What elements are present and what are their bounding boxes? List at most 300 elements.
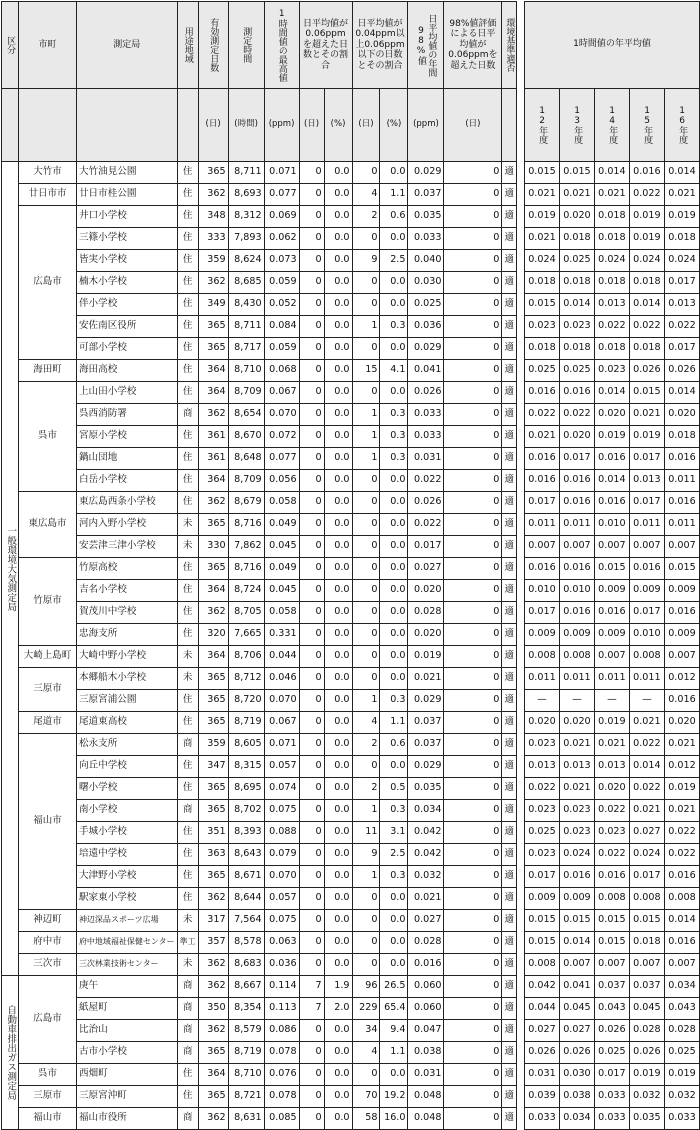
- value-cell: 365: [198, 712, 228, 734]
- usage-cell: 商: [177, 976, 198, 998]
- annual-avg-cell: 0.015: [524, 162, 559, 184]
- column-spacer: [516, 646, 524, 668]
- value-cell: 0.0: [380, 932, 408, 954]
- usage-cell: 住: [177, 250, 198, 272]
- value-cell: 0: [299, 360, 324, 382]
- standard-cell: 適: [502, 492, 517, 514]
- column-spacer: [516, 448, 524, 470]
- annual-avg-cell: 0.033: [594, 1108, 629, 1130]
- value-cell: 0: [352, 624, 380, 646]
- value-cell: 0.059: [264, 272, 299, 294]
- value-cell: 0.040: [408, 250, 444, 272]
- value-cell: 365: [198, 338, 228, 360]
- standard-cell: 適: [502, 228, 517, 250]
- station-cell: 府中地域福祉保健センター: [76, 932, 177, 954]
- value-cell: 0.0: [324, 426, 352, 448]
- value-cell: 0.0: [324, 1064, 352, 1086]
- value-cell: 0.029: [408, 162, 444, 184]
- value-cell: 8,578: [228, 932, 264, 954]
- air-quality-table-container: [1, 1, 700, 1130]
- value-cell: 0: [352, 492, 380, 514]
- value-cell: 0: [299, 184, 324, 206]
- standard-cell: 適: [502, 162, 517, 184]
- value-cell: 0: [299, 382, 324, 404]
- value-cell: 0.0: [324, 668, 352, 690]
- value-cell: 0.0: [380, 228, 408, 250]
- annual-avg-cell: 0.027: [629, 822, 664, 844]
- unit-days-over: (日): [299, 89, 324, 162]
- station-cell: 向丘中学校: [76, 756, 177, 778]
- value-cell: 0: [352, 580, 380, 602]
- annual-avg-cell: 0.018: [559, 228, 594, 250]
- table-row: [2, 888, 700, 910]
- annual-avg-cell: 0.021: [664, 184, 699, 206]
- value-cell: 0: [444, 294, 502, 316]
- station-cell: 海田高校: [76, 360, 177, 382]
- value-cell: 0.026: [408, 492, 444, 514]
- value-cell: 0.075: [264, 800, 299, 822]
- value-cell: 0.027: [408, 910, 444, 932]
- annual-avg-cell: 0.007: [629, 536, 664, 558]
- annual-avg-cell: 0.014: [594, 162, 629, 184]
- usage-cell: 住: [177, 294, 198, 316]
- annual-avg-cell: 0.021: [559, 734, 594, 756]
- value-cell: 0.0: [380, 910, 408, 932]
- annual-avg-cell: 0.027: [524, 1020, 559, 1042]
- station-cell: 安佐南区役所: [76, 316, 177, 338]
- value-cell: 0.052: [264, 294, 299, 316]
- value-cell: 0.085: [264, 1108, 299, 1130]
- value-cell: 1: [352, 316, 380, 338]
- value-cell: 0: [299, 1042, 324, 1064]
- value-cell: 365: [198, 800, 228, 822]
- header-annual-98: 日平均値の年間98%値: [408, 2, 444, 89]
- value-cell: 0: [299, 844, 324, 866]
- value-cell: 0.0: [324, 250, 352, 272]
- value-cell: 349: [198, 294, 228, 316]
- value-cell: 0: [444, 404, 502, 426]
- header-year-12: 12年度: [524, 89, 559, 162]
- usage-cell: 住: [177, 162, 198, 184]
- value-cell: 229: [352, 998, 380, 1020]
- table-row: [2, 1086, 700, 1108]
- value-cell: 19.2: [380, 1086, 408, 1108]
- station-cell: 井口小学校: [76, 206, 177, 228]
- annual-avg-cell: 0.018: [594, 272, 629, 294]
- value-cell: 0.0: [324, 228, 352, 250]
- value-cell: 0.076: [264, 1064, 299, 1086]
- annual-avg-cell: 0.011: [594, 668, 629, 690]
- annual-avg-cell: 0.033: [524, 1108, 559, 1130]
- value-cell: 0: [299, 536, 324, 558]
- value-cell: 362: [198, 404, 228, 426]
- value-cell: 0.0: [324, 624, 352, 646]
- annual-avg-cell: —: [524, 690, 559, 712]
- standard-cell: 適: [502, 602, 517, 624]
- table-row: [2, 844, 700, 866]
- value-cell: 8,679: [228, 492, 264, 514]
- value-cell: 7: [299, 998, 324, 1020]
- annual-avg-cell: 0.043: [594, 998, 629, 1020]
- annual-avg-cell: 0.011: [559, 514, 594, 536]
- header-max-hourly: 1時間値の最高値: [264, 2, 299, 89]
- value-cell: 8,312: [228, 206, 264, 228]
- value-cell: 0.0: [324, 558, 352, 580]
- annual-avg-cell: 0.018: [559, 338, 594, 360]
- usage-cell: 商: [177, 1020, 198, 1042]
- annual-avg-cell: 0.017: [629, 492, 664, 514]
- header-year-16: 16年度: [664, 89, 699, 162]
- annual-avg-cell: 0.019: [629, 1064, 664, 1086]
- value-cell: 0.0: [380, 756, 408, 778]
- value-cell: 8,720: [228, 690, 264, 712]
- value-cell: 0.056: [264, 470, 299, 492]
- value-cell: 0.0: [324, 602, 352, 624]
- value-cell: 8,702: [228, 800, 264, 822]
- value-cell: 0: [352, 954, 380, 976]
- value-cell: 8,712: [228, 668, 264, 690]
- annual-avg-cell: 0.019: [664, 206, 699, 228]
- value-cell: 8,354: [228, 998, 264, 1020]
- standard-cell: 適: [502, 426, 517, 448]
- unit-days: (日): [198, 89, 228, 162]
- usage-cell: 商: [177, 404, 198, 426]
- value-cell: 0: [299, 514, 324, 536]
- value-cell: 364: [198, 1064, 228, 1086]
- city-cell: 大竹市: [18, 162, 76, 184]
- annual-avg-cell: 0.020: [664, 712, 699, 734]
- value-cell: 7,862: [228, 536, 264, 558]
- standard-cell: 適: [502, 514, 517, 536]
- value-cell: 0.042: [408, 844, 444, 866]
- annual-avg-cell: 0.032: [664, 1086, 699, 1108]
- column-spacer: [516, 316, 524, 338]
- value-cell: 0: [444, 910, 502, 932]
- value-cell: 0.0: [324, 1042, 352, 1064]
- value-cell: 0.0: [324, 492, 352, 514]
- annual-avg-cell: 0.015: [594, 910, 629, 932]
- column-spacer: [516, 976, 524, 998]
- table-row: [2, 646, 700, 668]
- value-cell: 365: [198, 558, 228, 580]
- value-cell: 0: [352, 294, 380, 316]
- value-cell: 8,624: [228, 250, 264, 272]
- annual-avg-cell: 0.022: [664, 822, 699, 844]
- value-cell: 0.029: [408, 690, 444, 712]
- value-cell: 0: [352, 272, 380, 294]
- table-row: [2, 712, 700, 734]
- annual-avg-cell: 0.007: [559, 954, 594, 976]
- value-cell: 0: [299, 448, 324, 470]
- annual-avg-cell: 0.009: [559, 888, 594, 910]
- city-cell: 神辺町: [18, 910, 76, 932]
- value-cell: 0: [299, 404, 324, 426]
- value-cell: 0.041: [408, 360, 444, 382]
- value-cell: 0: [352, 228, 380, 250]
- value-cell: 0.071: [264, 734, 299, 756]
- annual-avg-cell: 0.017: [629, 448, 664, 470]
- value-cell: 0: [352, 646, 380, 668]
- unit-blank-district: [2, 89, 19, 162]
- annual-avg-cell: 0.016: [664, 492, 699, 514]
- value-cell: 0: [299, 778, 324, 800]
- value-cell: 0.0: [324, 646, 352, 668]
- annual-avg-cell: 0.009: [594, 624, 629, 646]
- station-cell: 手城小学校: [76, 822, 177, 844]
- annual-avg-cell: 0.024: [594, 250, 629, 272]
- annual-avg-cell: 0.025: [664, 1042, 699, 1064]
- annual-avg-cell: 0.007: [629, 954, 664, 976]
- value-cell: 0.3: [380, 800, 408, 822]
- usage-cell: 住: [177, 602, 198, 624]
- table-row: [2, 690, 700, 712]
- station-cell: 三原宮浦公園: [76, 690, 177, 712]
- value-cell: 0: [352, 602, 380, 624]
- unit-percent-between: (%): [380, 89, 408, 162]
- annual-avg-cell: 0.015: [594, 558, 629, 580]
- unit-blank-usage: [177, 89, 198, 162]
- header-usage: 用途地域: [177, 2, 198, 89]
- value-cell: 330: [198, 536, 228, 558]
- section-label: 自動車排出ガス測定局: [2, 976, 19, 1130]
- value-cell: 0.071: [264, 162, 299, 184]
- standard-cell: 適: [502, 976, 517, 998]
- annual-avg-cell: 0.011: [664, 514, 699, 536]
- standard-cell: 適: [502, 1108, 517, 1130]
- value-cell: 9.4: [380, 1020, 408, 1042]
- annual-avg-cell: 0.014: [559, 294, 594, 316]
- value-cell: 0: [444, 734, 502, 756]
- annual-avg-cell: 0.015: [524, 910, 559, 932]
- annual-avg-cell: 0.018: [594, 206, 629, 228]
- value-cell: 0: [352, 888, 380, 910]
- value-cell: 0: [444, 316, 502, 338]
- station-cell: 安芸津三津小学校: [76, 536, 177, 558]
- annual-avg-cell: 0.008: [629, 888, 664, 910]
- value-cell: 365: [198, 690, 228, 712]
- value-cell: 333: [198, 228, 228, 250]
- value-cell: 0: [444, 580, 502, 602]
- annual-avg-cell: 0.025: [594, 1042, 629, 1064]
- value-cell: 16.0: [380, 1108, 408, 1130]
- value-cell: 0: [444, 228, 502, 250]
- annual-avg-cell: 0.016: [559, 382, 594, 404]
- value-cell: 0.0: [380, 470, 408, 492]
- value-cell: 0.021: [408, 668, 444, 690]
- header-year-13: 13年度: [559, 89, 594, 162]
- station-cell: 培遠中学校: [76, 844, 177, 866]
- standard-cell: 適: [502, 800, 517, 822]
- annual-avg-cell: 0.014: [664, 382, 699, 404]
- standard-cell: 適: [502, 888, 517, 910]
- annual-avg-cell: 0.015: [664, 558, 699, 580]
- value-cell: 7,564: [228, 910, 264, 932]
- usage-cell: 未: [177, 536, 198, 558]
- value-cell: 0.073: [264, 250, 299, 272]
- value-cell: 8,709: [228, 382, 264, 404]
- annual-avg-cell: 0.021: [629, 712, 664, 734]
- table-row: [2, 822, 700, 844]
- value-cell: 26.5: [380, 976, 408, 998]
- annual-avg-cell: 0.010: [629, 624, 664, 646]
- value-cell: 0.3: [380, 404, 408, 426]
- value-cell: 0.3: [380, 690, 408, 712]
- value-cell: 0.0: [324, 162, 352, 184]
- value-cell: 0.031: [408, 1064, 444, 1086]
- table-row: [2, 866, 700, 888]
- value-cell: 365: [198, 514, 228, 536]
- value-cell: 359: [198, 734, 228, 756]
- value-cell: 0.0: [380, 558, 408, 580]
- annual-avg-cell: 0.016: [559, 470, 594, 492]
- value-cell: 0.0: [324, 580, 352, 602]
- usage-cell: 住: [177, 866, 198, 888]
- value-cell: 0.0: [324, 448, 352, 470]
- station-cell: 尾道東高校: [76, 712, 177, 734]
- value-cell: 9: [352, 844, 380, 866]
- value-cell: 2.5: [380, 844, 408, 866]
- annual-avg-cell: 0.026: [524, 1042, 559, 1064]
- station-cell: 紙屋町: [76, 998, 177, 1020]
- annual-avg-cell: 0.019: [629, 228, 664, 250]
- standard-cell: 適: [502, 382, 517, 404]
- usage-cell: 未: [177, 514, 198, 536]
- value-cell: 8,685: [228, 272, 264, 294]
- annual-avg-cell: 0.007: [594, 954, 629, 976]
- standard-cell: 適: [502, 1086, 517, 1108]
- value-cell: 0.020: [408, 580, 444, 602]
- value-cell: 0: [444, 1042, 502, 1064]
- annual-avg-cell: 0.011: [664, 470, 699, 492]
- annual-avg-cell: 0.015: [524, 932, 559, 954]
- value-cell: 1.9: [324, 976, 352, 998]
- value-cell: 0.0: [380, 382, 408, 404]
- station-cell: 大崎中野小学校: [76, 646, 177, 668]
- header-district: 区分: [2, 2, 19, 89]
- standard-cell: 適: [502, 646, 517, 668]
- value-cell: 0.0: [324, 360, 352, 382]
- annual-avg-cell: 0.042: [524, 976, 559, 998]
- value-cell: 0.0: [324, 844, 352, 866]
- city-cell: 尾道市: [18, 712, 76, 734]
- table-header: [2, 2, 700, 162]
- value-cell: 4: [352, 712, 380, 734]
- usage-cell: 住: [177, 756, 198, 778]
- value-cell: 2.0: [324, 998, 352, 1020]
- value-cell: 0.037: [408, 734, 444, 756]
- annual-avg-cell: 0.012: [664, 756, 699, 778]
- usage-cell: 住: [177, 1086, 198, 1108]
- annual-avg-cell: 0.016: [629, 162, 664, 184]
- value-cell: 0.3: [380, 316, 408, 338]
- column-spacer: [516, 602, 524, 624]
- table-row: [2, 184, 700, 206]
- usage-cell: 商: [177, 1042, 198, 1064]
- value-cell: 8,667: [228, 976, 264, 998]
- value-cell: 365: [198, 668, 228, 690]
- value-cell: 0: [299, 954, 324, 976]
- value-cell: 0: [444, 558, 502, 580]
- value-cell: 0: [299, 338, 324, 360]
- value-cell: 0.0: [324, 800, 352, 822]
- column-spacer: [516, 910, 524, 932]
- value-cell: 8,716: [228, 514, 264, 536]
- value-cell: 0.070: [264, 690, 299, 712]
- value-cell: 0: [299, 932, 324, 954]
- value-cell: 364: [198, 470, 228, 492]
- station-cell: 三次林業技術センター: [76, 954, 177, 976]
- table-row: [2, 734, 700, 756]
- value-cell: 8,711: [228, 316, 264, 338]
- value-cell: 362: [198, 1108, 228, 1130]
- value-cell: 0: [299, 888, 324, 910]
- value-cell: 0: [444, 800, 502, 822]
- annual-avg-cell: 0.015: [629, 382, 664, 404]
- table-row: [2, 382, 700, 404]
- annual-avg-cell: 0.016: [559, 558, 594, 580]
- value-cell: 0.022: [408, 514, 444, 536]
- column-spacer: [516, 250, 524, 272]
- annual-avg-cell: 0.016: [559, 866, 594, 888]
- value-cell: 0: [299, 602, 324, 624]
- value-cell: 0: [444, 250, 502, 272]
- annual-avg-cell: 0.016: [594, 602, 629, 624]
- annual-avg-cell: 0.023: [524, 844, 559, 866]
- usage-cell: 商: [177, 998, 198, 1020]
- city-cell: 府中市: [18, 932, 76, 954]
- annual-avg-cell: 0.013: [664, 294, 699, 316]
- usage-cell: 未: [177, 910, 198, 932]
- value-cell: 362: [198, 492, 228, 514]
- standard-cell: 適: [502, 470, 517, 492]
- value-cell: 0: [444, 470, 502, 492]
- usage-cell: 住: [177, 492, 198, 514]
- value-cell: 0: [299, 756, 324, 778]
- standard-cell: 適: [502, 844, 517, 866]
- value-cell: 0.3: [380, 448, 408, 470]
- usage-cell: 住: [177, 580, 198, 602]
- value-cell: 0.077: [264, 448, 299, 470]
- station-cell: 賀茂川中学校: [76, 602, 177, 624]
- value-cell: 0.0: [324, 272, 352, 294]
- annual-avg-cell: 0.022: [559, 404, 594, 426]
- annual-avg-cell: 0.034: [664, 976, 699, 998]
- value-cell: 361: [198, 448, 228, 470]
- table-row: [2, 228, 700, 250]
- value-cell: 0.0: [324, 954, 352, 976]
- value-cell: 0.0: [324, 1086, 352, 1108]
- usage-cell: 住: [177, 558, 198, 580]
- annual-avg-cell: 0.016: [629, 558, 664, 580]
- annual-avg-cell: 0.045: [559, 998, 594, 1020]
- usage-cell: 商: [177, 734, 198, 756]
- air-quality-table: [1, 1, 700, 1130]
- station-cell: 庚午: [76, 976, 177, 998]
- annual-avg-cell: 0.022: [594, 316, 629, 338]
- table-row: [2, 294, 700, 316]
- annual-avg-cell: 0.044: [524, 998, 559, 1020]
- value-cell: 0: [299, 580, 324, 602]
- value-cell: 8,721: [228, 1086, 264, 1108]
- table-row: [2, 602, 700, 624]
- standard-cell: 適: [502, 250, 517, 272]
- value-cell: 0.045: [264, 580, 299, 602]
- city-cell: 福山市: [18, 1108, 76, 1130]
- value-cell: 8,719: [228, 712, 264, 734]
- table-row: [2, 1042, 700, 1064]
- column-spacer: [516, 404, 524, 426]
- value-cell: 347: [198, 756, 228, 778]
